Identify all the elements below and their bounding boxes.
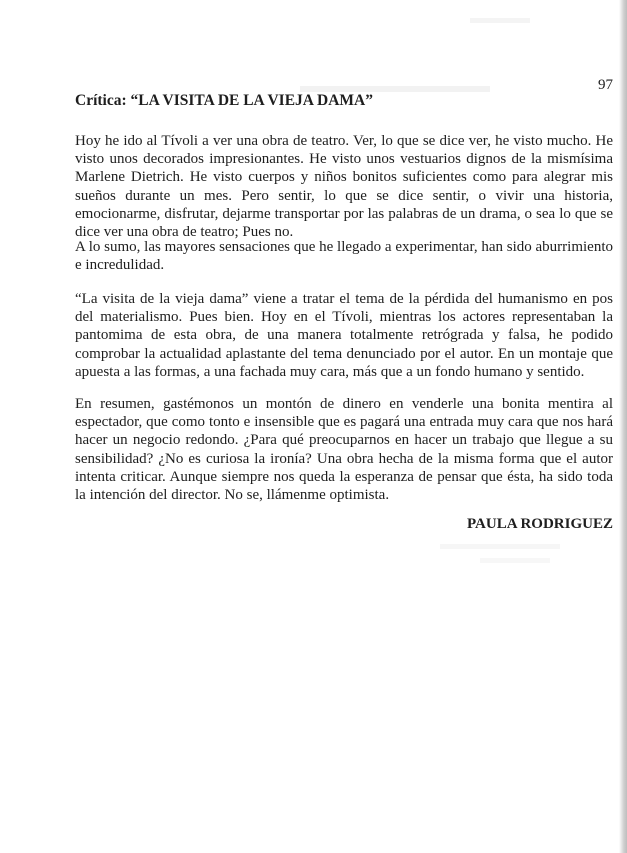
bleed-through-mark [470,18,530,23]
bleed-through-mark [440,544,560,549]
paragraph-3 [75,290,613,381]
paragraph-text: Hoy he ido al Tívoli a ver una obra de teatro. Ver, lo que se dice ver, he visto mucho. He visto unos decorados impresionantes. He visto unos vestuarios dignos de la mismísima Marlene Dietrich. He visto cuerpos y niños bonitos suficientes como para alegrar mis sueños durante un mes. Pero sentir, lo que se dice sentir, o vivir una historia, emocionarme, disfrutar, dejarme transportar por las palabras de un drama, o sea lo que se dice ver una obra de teatro; Pues no. [75,133,613,241]
page-number: 97 [598,77,613,93]
author-signature: PAULA RODRIGUEZ [467,516,613,532]
bleed-through-mark [480,558,550,563]
paragraph-1 [75,132,613,241]
paragraph-2 [75,238,613,274]
article-title: Crítica: “LA VISITA DE LA VIEJA DAMA” [75,92,373,109]
page-edge-shadow [619,0,627,853]
paragraph-text: “La visita de la vieja dama” viene a tratar el tema de la pérdida del humanismo en pos del materialismo. Pues bien. Hoy en el Tívoli, mientras los actores representaban la pantomima de esta obra, de una manera totalmente retrógrada y falsa, he podido comprobar la actualidad aplastante del tema denunciado por el autor. En un montaje que apuesta a las formas, a una fachada muy cara, más que a un fondo humano y sentido. [75,291,613,380]
paragraph-4 [75,395,613,504]
paragraph-text: A lo sumo, las mayores sensaciones que he llegado a experimentar, han sido aburrimiento e incredulidad. [75,239,614,274]
paragraph-text: En resumen, gastémonos un montón de dinero en venderle una bonita mentira al espectador, que como tonto e insensible que es pagará una entrada muy cara que nos hará hacer un negocio redondo. ¿Para qué preocuparnos en hacer un trabajo que llegue a su sensibilidad? ¿No es curiosa la ironía? Una obra hecha de la misma forma que el autor intenta criticar. Aunque siempre nos queda la esperanza de pensar que ésta, ha sido toda la intención del director. No se, llámenme optimista. [75,396,613,504]
